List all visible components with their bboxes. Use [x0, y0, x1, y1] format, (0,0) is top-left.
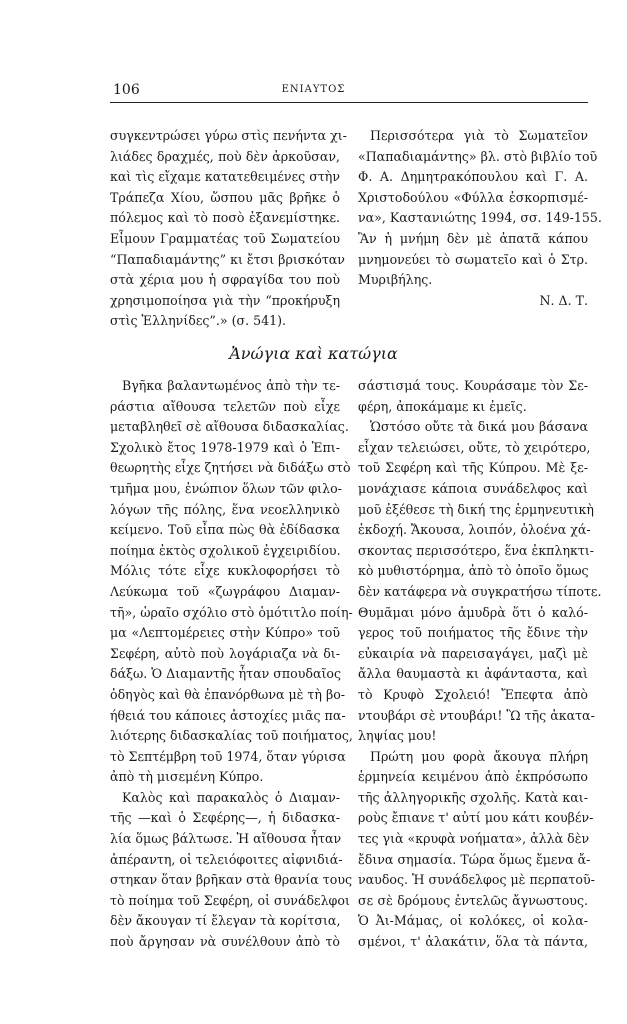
text-line: Ὡστόσο οὔτε τὰ δικά μου βάσανα	[370, 419, 588, 435]
text-line: Ὁ Ἀι-Μάμας, οἱ κολόκες, οἱ κολα-	[358, 913, 588, 929]
text-line: ήθειά του κάποιες ἀστοχίες μιᾶς πα-	[110, 707, 346, 723]
text-line: τὸ Σεπτέμβρη τοῦ 1974, ὅταν γύρισα	[110, 748, 346, 764]
text-line: στὶς Ἑλληνίδες”.» (σ. 541).	[110, 313, 287, 329]
section-title: Ἀνώγια καὶ κατώγια	[229, 344, 398, 363]
text-line: ἑρμηνεία κειμένου ἀπὸ ἐκπρόσωπο	[358, 769, 588, 785]
text-line: Περισσότερα γιὰ τὸ Σωματεῖον	[370, 128, 588, 143]
text-line: Βγῆκα βαλαντωμένος ἀπὸ τὴν τε-	[122, 378, 340, 393]
text-line: “Παπαδιαμάντης” κι ἔτσι βρισκόταν	[110, 251, 345, 267]
text-line: θεωρητὴς εἶχε ζητήσει νὰ διδάξω στὸ	[110, 460, 351, 476]
text-line: λόγων τῆς πόλης, ἕνα νεοελληνικὸ	[110, 501, 340, 517]
text-line: Θυμᾶμαι μόνο ἀμυδρὰ ὅτι ὁ καλό-	[358, 604, 588, 620]
text-line: ἔδινα σημασία. Τώρα ὅμως ἔμενα ἄ-	[358, 851, 591, 867]
text-line: Εἶμουν Γραμματέας τοῦ Σωματείου	[110, 230, 340, 246]
text-line: Λεύκωμα τοῦ «ζωγράφου Διαμαν-	[110, 583, 340, 599]
text-line: Σεφέρη, αὐτὸ ποὺ λογάριαζα νὰ δι-	[110, 645, 340, 661]
text-line: ἄλλα θαυμαστὰ κι ἀφάνταστα, καὶ	[358, 666, 588, 682]
text-line: τῆ», ὡραῖο σχόλιο στὸ ὁμότιτλο ποίη-	[110, 604, 353, 620]
top-right-column	[358, 126, 602, 311]
text-line: μονάχιασε κάποια συνάδελφος καὶ	[358, 480, 588, 496]
text-line: δάξω. Ὁ Διαμαντῆς ἦταν σπουδαῖος	[110, 666, 342, 682]
text-line: καὶ τὶς εἴχαμε κατατεθειμένες στὴν	[110, 169, 340, 185]
text-line: μα «Λεπτομέρειες στὴν Κύπρο» τοῦ	[110, 625, 340, 641]
text-line: τοῦ Σεφέρη καὶ τῆς Κύπρου. Μὲ ξε-	[358, 460, 588, 476]
text-line: εὐκαιρία νὰ παρεισαγάγει, μαζὶ μὲ	[358, 645, 588, 661]
text-line: Σχολικὸ ἔτος 1978-1979 καὶ ὁ Ἐπι-	[110, 439, 340, 455]
bottom-left-column	[110, 376, 353, 953]
text-line: χρησιμοποίησα γιὰ τὴν “προκήρυξη	[110, 292, 340, 308]
text-line: Τράπεζα Χίου, ὥσπου μᾶς βρῆκε ὁ	[110, 189, 340, 205]
text-line: Μυριβήλης.	[358, 272, 433, 288]
text-line: δὲν ἄκουγαν τί ἔλεγαν τὰ κορίτσια,	[110, 913, 341, 929]
text-line: Καλὸς καὶ παρακαλὸς ὁ Διαμαν-	[122, 789, 340, 805]
text-line: ληψίας μου!	[358, 728, 437, 744]
page-number: 106	[113, 82, 140, 98]
paragraph	[358, 417, 602, 747]
text-line: ἀπὸ τὴ μισεμένη Κύπρο.	[110, 769, 264, 785]
text-line: ράστια αἴθουσα τελετῶν ποὺ εἶχε	[110, 398, 340, 414]
text-line: να», Καστανιώτης 1994, σσ. 149-155.	[358, 210, 602, 226]
top-left-column	[110, 126, 347, 332]
paragraph	[358, 747, 595, 953]
text-line: στὰ χέρια μου ἡ σφραγίδα του ποὺ	[110, 272, 340, 288]
text-line: «Παπαδιαμάντης» βλ. στὸ βιβλίο τοῦ	[358, 148, 598, 164]
text-line: κὸ μυθιστόρημα, ἀπὸ τὸ ὁποῖο ὅμως	[358, 563, 589, 579]
text-line: ὁδηγὸς καὶ θὰ ἐπανόρθωνα μὲ τὴ βο-	[110, 686, 346, 702]
text-line: δὲν κατάφερα νὰ συγκρατήσω τίποτε.	[358, 583, 602, 599]
text-line: Πρώτη μου φορὰ ἄκουγα πλήρη	[370, 748, 588, 764]
text-line: τὸ Κρυφὸ Σχολειό! Ἔπεφτα ἀπὸ	[358, 686, 588, 702]
text-line: μεταβληθεῖ σὲ αἴθουσα διδασκαλίας.	[110, 419, 349, 435]
header-rule	[110, 102, 588, 103]
running-title: ΕΝΙΑΥΤΟΣ	[281, 84, 346, 95]
text-line: φέρη, ἀποκάμαμε κι ἐμεῖς.	[358, 398, 527, 414]
text-line: τῆς —καὶ ὁ Σεφέρης—, ἡ διδασκα-	[110, 810, 340, 826]
text-line: τῆς ἀλληγορικῆς σχολῆς. Κατὰ και-	[358, 789, 588, 805]
text-line: τες γιὰ «κρυφὰ νοήματα», ἀλλὰ δὲν	[358, 831, 590, 847]
text-line: γερος τοῦ ποιήματος τῆς ἔδινε τὴν	[358, 625, 588, 641]
text-line: ἀπέραντη, οἱ τελειόφοιτες αἰφνιδιά-	[110, 851, 343, 867]
paragraph	[358, 376, 588, 417]
paragraph	[110, 788, 353, 953]
text-line: λιότερης διδασκαλίας τοῦ ποιήματος,	[110, 728, 353, 744]
text-line: στηκαν ὅταν βρῆκαν στὰ θρανία τους	[110, 872, 353, 888]
text-line: Ἂν ἡ μνήμη δὲν μὲ ἀπατᾶ κάπου	[358, 230, 588, 246]
text-line: ποὺ ἄργησαν νὰ συνέλθουν ἀπὸ τὸ	[110, 934, 340, 950]
text-line: λιάδες δραχμές, ποὺ δὲν ἀρκοῦσαν,	[110, 148, 340, 164]
text-line: Χριστοδούλου «Φύλλα ἐσκορπισμέ-	[358, 189, 588, 205]
text-line: σε σὲ δρόμους ἐντελῶς ἄγνωστους.	[358, 892, 588, 908]
text-line: ναυδος. Ἡ συνάδελφος μὲ περπατοῦ-	[358, 872, 595, 888]
text-line: Μόλις τότε εἶχε κυκλοφορήσει τὸ	[110, 563, 340, 579]
text-line: Φ. Α. Δημητρακόπουλου καὶ Γ. Α.	[358, 169, 588, 185]
text-line: εἶχαν τελειώσει, οὔτε, τὸ χειρότερο,	[358, 439, 591, 455]
text-line: μοῦ ἐξέθεσε τὴ δική της ἑρμηνευτικὴ	[358, 501, 594, 517]
paragraph	[110, 376, 353, 788]
text-line: τμῆμα μου, ἐνώπιον ὅλων τῶν φιλο-	[110, 480, 342, 496]
text-line: ἐκδοχή. Ἄκουσα, λοιπόν, ὁλοένα χά-	[358, 522, 591, 538]
text-line: ποίημα ἐκτὸς σχολικοῦ ἐγχειριδίου.	[110, 542, 341, 558]
text-line: σκοντας περισσότερο, ἕνα ἐκπληκτι-	[358, 542, 595, 558]
top-right-note	[358, 126, 602, 291]
text-line: τὸ ποίημα τοῦ Σεφέρη, οἱ συνάδελφοι	[110, 892, 350, 908]
note-signature: Ν. Δ. Τ.	[539, 292, 588, 308]
text-line: μνημονεύει τὸ σωματεῖο καὶ ὁ Στρ.	[358, 251, 588, 267]
text-line: ντουβάρι σὲ ντουβάρι! Ὢ τῆς ἀκατα-	[358, 707, 595, 723]
text-line: συγκεντρώσει γύρω στὶς πενήντα χι-	[110, 128, 347, 143]
text-line: ροὺς ἔπιανε τ' αὐτί μου κάτι κουβέν-	[358, 810, 594, 826]
text-line: πόλεμος καὶ τὸ ποσὸ ἐξανεμίστηκε.	[110, 210, 340, 226]
text-line: σμένοι, τ' ἀλακάτιν, ὅλα τὰ πάντα,	[358, 934, 588, 950]
bottom-right-column	[358, 376, 602, 953]
text-line: λία ὅμως βάλτωσε. Ἡ αἴθουσα ἦταν	[110, 831, 342, 847]
text-line: κείμενο. Τοῦ εἶπα πὼς θὰ ἐδίδασκα	[110, 522, 340, 538]
text-line: σάστισμά τους. Κουράσαμε τὸν Σε-	[358, 378, 588, 393]
